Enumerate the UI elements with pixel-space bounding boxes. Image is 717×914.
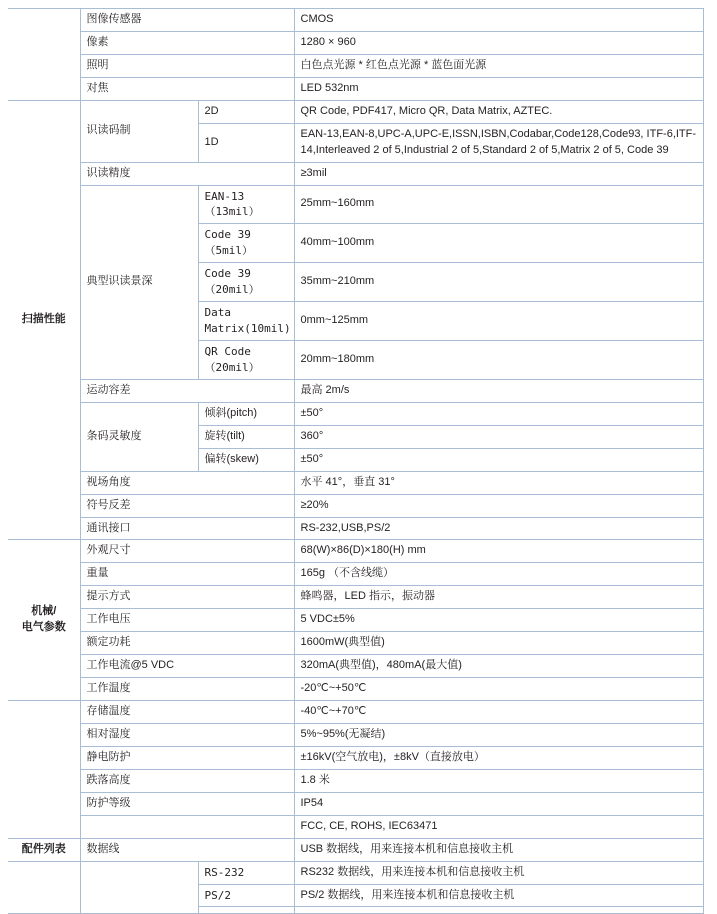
- value-cell: LED 532nm: [294, 77, 703, 100]
- item-label: 工作电压: [80, 609, 294, 632]
- item-label: 识读精度: [80, 162, 294, 185]
- table-row: [8, 471, 703, 494]
- value-cell: USB 数据线，用来连接本机和信息接收主机: [294, 838, 703, 861]
- table-row: [8, 517, 703, 540]
- item-label: 工作温度: [80, 678, 294, 701]
- value-cell: 5%~95%(无凝结): [294, 723, 703, 746]
- value-cell: ±50°: [294, 402, 703, 425]
- value-cell: ±50°: [294, 448, 703, 471]
- table-row: [8, 540, 703, 563]
- group-cell-empty: [8, 9, 80, 101]
- specification-table: [8, 8, 704, 914]
- group-label-scan-performance: 扫描性能: [8, 100, 80, 540]
- value-cell: 68(W)×86(D)×180(H) mm: [294, 540, 703, 563]
- item-label: [80, 815, 294, 838]
- item-label: 识读码制: [80, 100, 198, 162]
- item-label: 运动容差: [80, 379, 294, 402]
- table-row: [8, 701, 703, 724]
- value-cell: IP54: [294, 792, 703, 815]
- table-row: [8, 792, 703, 815]
- table-row: [8, 769, 703, 792]
- value-cell: RS232 数据线，用来连接本机和信息接收主机: [294, 861, 703, 884]
- table-row: [8, 838, 703, 861]
- item-label: 数据线: [80, 838, 294, 861]
- table-row: [8, 655, 703, 678]
- item-label: 符号反差: [80, 494, 294, 517]
- sub-label: RS-232: [198, 861, 294, 884]
- spec-table-body: [8, 9, 703, 914]
- table-row: [8, 861, 703, 884]
- table-row: [8, 723, 703, 746]
- item-label: 视场角度: [80, 471, 294, 494]
- value-cell: CMOS: [294, 9, 703, 32]
- item-label: 额定功耗: [80, 632, 294, 655]
- value-cell: -20℃~+50℃: [294, 678, 703, 701]
- value-cell: ≥20%: [294, 494, 703, 517]
- item-label: 提示方式: [80, 586, 294, 609]
- value-cell: -40℃~+70℃: [294, 701, 703, 724]
- item-label: 通讯接口: [80, 517, 294, 540]
- value-cell: 25mm~160mm: [294, 185, 703, 224]
- value-cell: 1.8 米: [294, 769, 703, 792]
- value-cell: 165g （不含线缆）: [294, 563, 703, 586]
- value-cell: 0mm~125mm: [294, 302, 703, 341]
- group-label-line2: 电气参数: [21, 621, 66, 634]
- table-row: [8, 678, 703, 701]
- table-row: [8, 77, 703, 100]
- table-row: [8, 609, 703, 632]
- value-cell: QR Code, PDF417, Micro QR, Data Matrix, AZTEC.: [294, 100, 703, 123]
- sub-label: 偏转(skew): [198, 448, 294, 471]
- value-cell: 1280 × 960: [294, 31, 703, 54]
- value-cell: 5 VDC±5%: [294, 609, 703, 632]
- item-label: 典型识读景深: [80, 185, 198, 379]
- group-label-certification: 配件列表: [8, 838, 80, 861]
- table-row: [8, 162, 703, 185]
- value-cell: ±16kV(空气放电)，±8kV（直接放电）: [294, 746, 703, 769]
- item-label: 重量: [80, 563, 294, 586]
- item-label: 外观尺寸: [80, 540, 294, 563]
- value-cell: 40mm~100mm: [294, 224, 703, 263]
- value-cell: 白色点光源 * 红色点光源 * 蓝色面光源: [294, 54, 703, 77]
- value-cell: 360°: [294, 425, 703, 448]
- sub-label: QR Code （20mil）: [198, 341, 294, 380]
- sub-label: [198, 907, 294, 914]
- group-label-mechanical-electrical: [8, 540, 80, 701]
- table-row: [8, 632, 703, 655]
- value-cell: 最高 2m/s: [294, 379, 703, 402]
- item-label: 对焦: [80, 77, 294, 100]
- item-label: 跌落高度: [80, 769, 294, 792]
- item-label: 照明: [80, 54, 294, 77]
- table-row: [8, 54, 703, 77]
- group-label-environment: [8, 701, 80, 839]
- sub-label: PS/2: [198, 884, 294, 907]
- sub-label: 旋转(tilt): [198, 425, 294, 448]
- item-label: 像素: [80, 31, 294, 54]
- table-row: [8, 563, 703, 586]
- table-row: [8, 379, 703, 402]
- sub-label: Code 39（20mil）: [198, 263, 294, 302]
- item-label: 条码灵敏度: [80, 402, 198, 471]
- item-label: 静电防护: [80, 746, 294, 769]
- item-label: 图像传感器: [80, 9, 294, 32]
- value-cell: 20mm~180mm: [294, 341, 703, 380]
- sub-label: Code 39（5mil）: [198, 224, 294, 263]
- value-cell: PS/2 数据线，用来连接本机和信息接收主机: [294, 884, 703, 907]
- sub-label: 1D: [198, 123, 294, 162]
- item-label: 工作电流@5 VDC: [80, 655, 294, 678]
- group-label-accessories: [8, 861, 80, 914]
- table-row: [8, 31, 703, 54]
- item-label: [80, 861, 198, 914]
- value-cell: EAN-13,EAN-8,UPC-A,UPC-E,ISSN,ISBN,Codabar,Code128,Code93, ITF-6,ITF-14,Interleaved 2 of 5,Industrial 2 of 5,Standard 2 of 5,Matrix 2 of 5, Code 39: [294, 123, 703, 162]
- group-label-line1: 机械/: [31, 605, 57, 618]
- table-row: [8, 746, 703, 769]
- table-row: [8, 494, 703, 517]
- sub-label: 2D: [198, 100, 294, 123]
- value-cell: FCC, CE, ROHS, IEC63471: [294, 815, 703, 838]
- item-label: 防护等级: [80, 792, 294, 815]
- sub-label: 倾斜(pitch): [198, 402, 294, 425]
- value-cell: RS-232,USB,PS/2: [294, 517, 703, 540]
- table-row: [8, 9, 703, 32]
- value-cell: 水平 41°，垂直 31°: [294, 471, 703, 494]
- value-cell: 320mA(典型值)，480mA(最大值): [294, 655, 703, 678]
- value-cell: 35mm~210mm: [294, 263, 703, 302]
- value-cell: 蜂鸣器，LED 指示，振动器: [294, 586, 703, 609]
- sub-label: EAN-13（13mil）: [198, 185, 294, 224]
- table-row: [8, 815, 703, 838]
- table-row: [8, 185, 703, 224]
- value-cell: ≥3mil: [294, 162, 703, 185]
- value-cell: [294, 907, 703, 914]
- table-row: [8, 586, 703, 609]
- value-cell: 1600mW(典型值): [294, 632, 703, 655]
- item-label: 相对湿度: [80, 723, 294, 746]
- table-row: [8, 402, 703, 425]
- item-label: 存储温度: [80, 701, 294, 724]
- table-row: [8, 100, 703, 123]
- sub-label: Data Matrix(10mil): [198, 302, 294, 341]
